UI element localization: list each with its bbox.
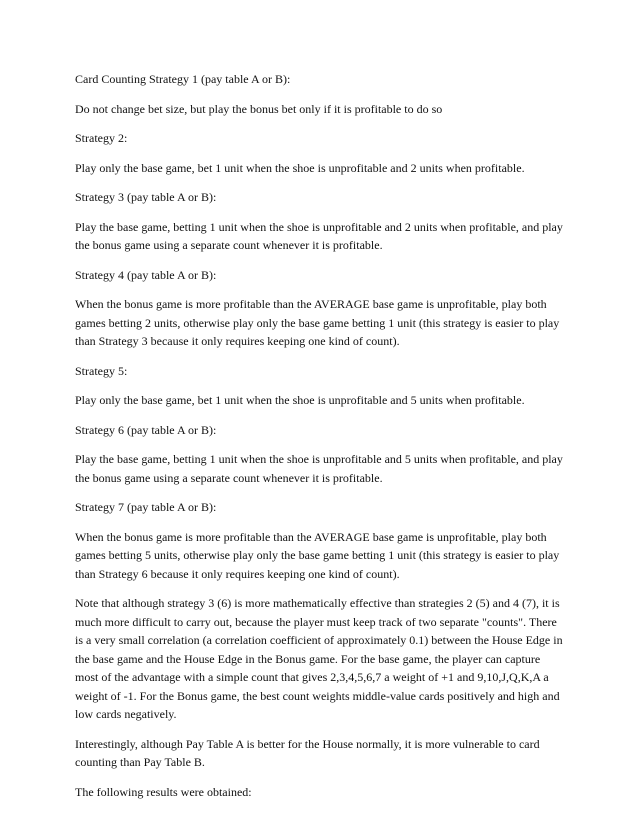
correlation-note: Note that although strategy 3 (6) is more mathematically effective than strategies 2 (5) and 4 (7), it is much more difficult to carry out, because the player must keep track of two separate "counts". There is a very small correlation (a correlation coefficient of approximately 0.1) between the House Edge in the base game and the House Edge in the Bonus game. For the base game, the player can capture most of the advantage with a simple count that gives 2,3,4,5,6,7 a weight of +1 and 9,10,J,Q,K,A a weight of -1. For the Bonus game, the best count weights middle-value cards positively and high and low cards negatively. <box>75 596 563 721</box>
strategy-4-heading: Strategy 4 (pay table A or B): <box>75 267 217 282</box>
strategy-6-heading: Strategy 6 (pay table A or B): <box>75 422 217 437</box>
strategy-2-description: Play only the base game, bet 1 unit when the shoe is unprofitable and 2 units when profitable. <box>75 160 525 175</box>
strategy-3-description: Play the base game, betting 1 unit when the shoe is unprofitable and 2 units when profitable, and play the bonus game using a separate count whenever it is profitable. <box>75 219 563 252</box>
strategy-7-heading: Strategy 7 (pay table A or B): <box>75 500 217 514</box>
document-page <box>75 70 565 801</box>
strategy-7-description: When the bonus game is more profitable than the AVERAGE base game is unprofitable, play both games betting 5 units, otherwise play only the base game betting 1 unit (this strategy is easier to play than Strategy 6 because it only requires keeping one kind of count). <box>75 529 560 581</box>
strategy-6-description: Play the base game, betting 1 unit when the shoe is unprofitable and 5 units when profitable, and play the bonus game using a separate count whenever it is profitable. <box>75 452 563 485</box>
strategy-1-heading: Card Counting Strategy 1 (pay table A or B): <box>75 72 291 86</box>
pay-table-note: Interestingly, although Pay Table A is better for the House normally, it is more vulnerable to card counting than Pay Table B. <box>75 736 540 769</box>
strategy-3-heading: Strategy 3 (pay table A or B): <box>75 190 217 204</box>
strategy-5-heading: Strategy 5: <box>75 363 128 378</box>
strategy-5-description: Play only the base game, bet 1 unit when the shoe is unprofitable and 5 units when profitable. <box>75 393 525 407</box>
strategy-4-description: When the bonus game is more profitable than the AVERAGE base game is unprofitable, play both games betting 2 units, otherwise play only the base game betting 1 unit (this strategy is easier to play than Strategy 3 because it only requires keeping one kind of count). <box>75 297 560 348</box>
strategy-1-description: Do not change bet size, but play the bonus bet only if it is profitable to do so <box>75 101 443 116</box>
results-intro: The following results were obtained: <box>75 784 252 799</box>
strategy-2-heading: Strategy 2: <box>75 131 128 145</box>
